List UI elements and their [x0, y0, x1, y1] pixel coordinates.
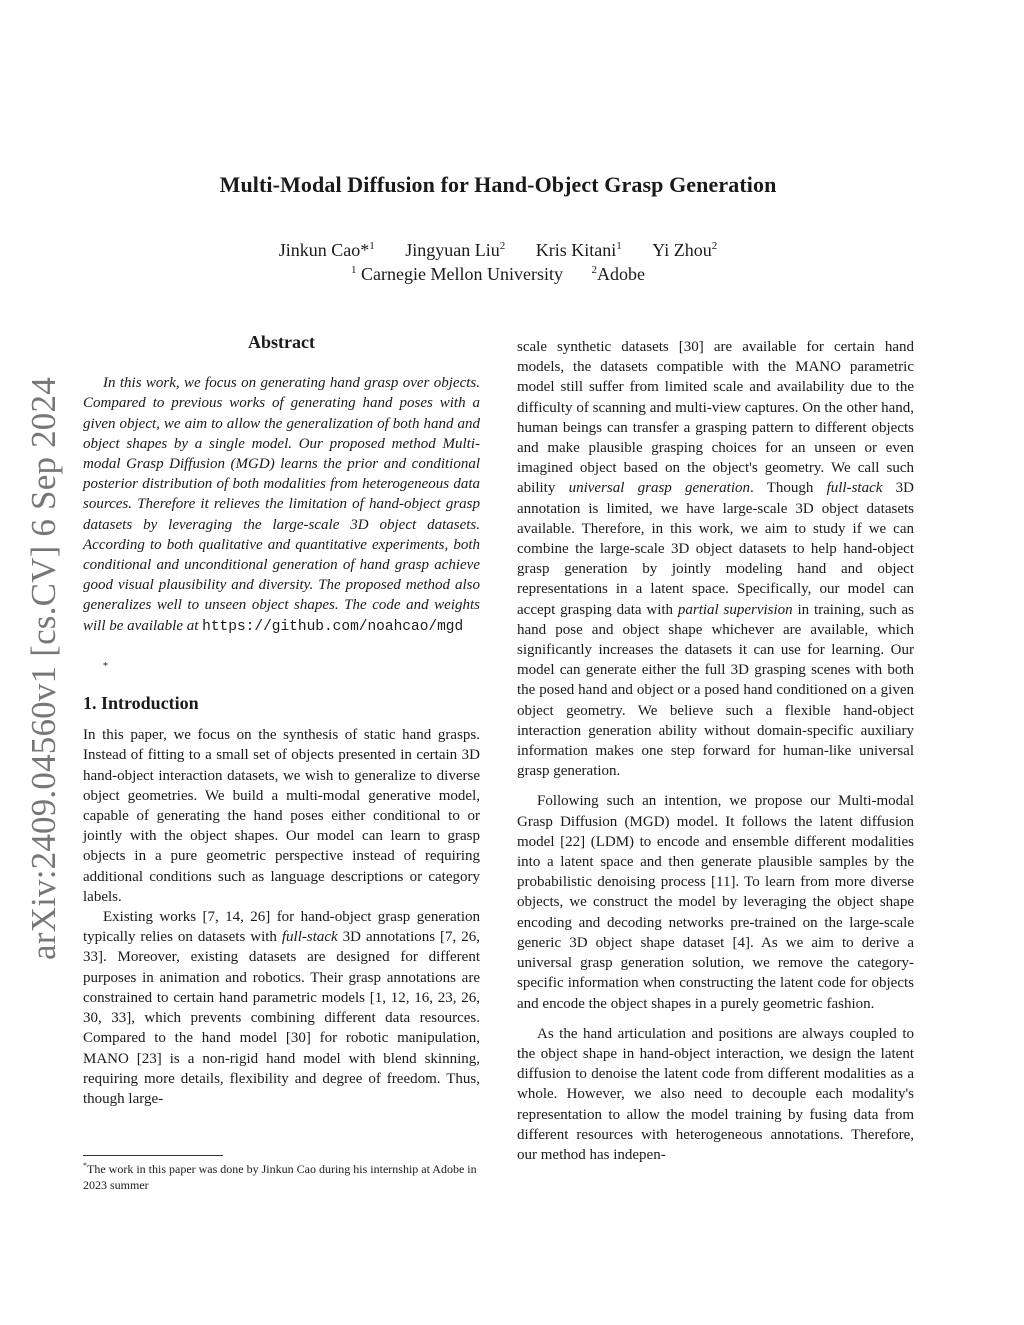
right-paragraph-2: Following such an intention, we propose our Multi-modal Grasp Diffusion (MGD) model. It follows the latent diffusion model [22] (LDM) to encode and ensemble different modalities into a latent space and then generate plausible samples by the probabilistic denoising process [11]. To learn from more diverse objects, we construct the model by leveraging the object shape encoding and decoding networks pre-trained on the large-scale generic 3D object shape dataset [4]. As we aim to derive a universal grasp generation solution, we remove the category-specific information when constructing the latent code for objects and encode the object shapes in a purely geometric fashion. [517, 793, 914, 1012]
abstract-heading: Abstract [248, 332, 315, 352]
author-4: Yi Zhou$^2$ [652, 240, 718, 260]
affiliation-2: $^2$Adobe [591, 264, 645, 284]
affiliation-list [0, 264, 996, 285]
affiliation-1: $^1$ Carnegie Mellon University [351, 264, 563, 284]
abstract-text: In this work, we focus on generating hand grasp over objects. Compared to previous works of generating hand poses with a given object, we aim to allow the generalization of both hand and object shapes by a single model. Our proposed method Multi-modal Grasp Diffusion (MGD) learns the prior and conditional posterior distribution of both modalities from heterogeneous data sources. Therefore it relieves the limitation of hand-object grasp datasets by leveraging the large-scale 3D object datasets. According to both qualitative and quantitative experiments, both conditional and unconditional generation of hand grasp achieve good visual plausibility and diversity. The proposed method also generalizes well to unseen object shapes. The code and weights will be available at https://github.com/noahcao/mgd [83, 375, 480, 635]
introduction-heading: 1. Introduction [83, 693, 199, 714]
footnote-divider [83, 1155, 223, 1156]
footnote: *The work in this paper was done by Jinkun Cao during his internship at Adobe in 2023 summer [83, 1161, 477, 1192]
intro-paragraph-1: In this paper, we focus on the synthesis of static hand grasps. Instead of fitting to a small set of objects presented in certain 3D hand-object interaction datasets, we wish to generalize to diverse object geometries. We build a multi-modal generative model, capable of generating the hand poses either conditional to or jointly with the object shapes. Our model can learn to grasp objects in a pure geometric perspective instead of requiring additional conditions such as language descriptions or category labels. [83, 727, 480, 905]
author-1: Jinkun Cao*$^1$ [278, 240, 375, 260]
paper-title: Multi-Modal Diffusion for Hand-Object Grasp Generation [219, 172, 777, 197]
code-url-link[interactable]: https://github.com/noahcao/mgd [202, 618, 464, 635]
abstract-footnote-mark: * [103, 660, 108, 672]
arxiv-identifier: arXiv:2409.04560v1 [cs.CV] 6 Sep 2024 [24, 377, 63, 960]
right-paragraph-3: As the hand articulation and positions are always coupled to the object shape in hand-object interaction, we design the latent diffusion to denoise the latent code from different modalities as a whole. However, we also need to decouple each modality's representation to allow the model training by fusing data from different resources with heterogeneous annotations. Therefore, our method has indepen- [517, 1025, 914, 1163]
right-paragraph-1: scale synthetic datasets [30] are available for certain hand models, the datasets compatible with the MANO parametric model still suffer from limited scale and availability due to the difficulty of scanning and multi-view captures. On the other hand, human beings can transfer a grasping pattern to different objects and make plausible grasping choices for an unseen or even imagined object based on the object's geometry. We call such ability universal grasp generation. Though full-stack 3D annotation is limited, we have large-scale 3D object datasets available. Therefore, in this work, we aim to study if we can combine the large-scale 3D object datasets to help hand-object grasp generation by jointly modeling hand and object representations in a latent space. Specifically, our model can accept grasping data with partial supervision in training, such as hand pose and object shape whichever are available, which significantly increases the datasets it can use for learning. Our model can generate either the full 3D grasping scenes with both the posed hand and object or a posed hand conditioned on a given object geometry. We believe such a flexible hand-object interaction generation ability without domain-specific auxiliary information makes one step forward for human-like universal grasp generation. [517, 339, 914, 780]
author-list [0, 240, 996, 261]
right-column [517, 337, 914, 1165]
author-2: Jingyuan Liu$^2$ [405, 240, 506, 260]
left-column [83, 332, 480, 1109]
author-3: Kris Kitani$^1$ [535, 240, 622, 260]
intro-paragraph-2: Existing works [7, 14, 26] for hand-object grasp generation typically relies on datasets with full-stack 3D annotations [7, 26, 33]. Moreover, existing datasets are designed for different purposes in animation and robotics. Their grasp annotations are constrained to certain hand parametric models [1, 12, 16, 23, 26, 30, 33], which prevents combining different data resources. Compared to the hand model [30] for robotic manipulation, MANO [23] is a non-rigid hand model with blend skinning, requiring more details, flexibility and degree of freedom. Thus, though large- [83, 909, 481, 1107]
